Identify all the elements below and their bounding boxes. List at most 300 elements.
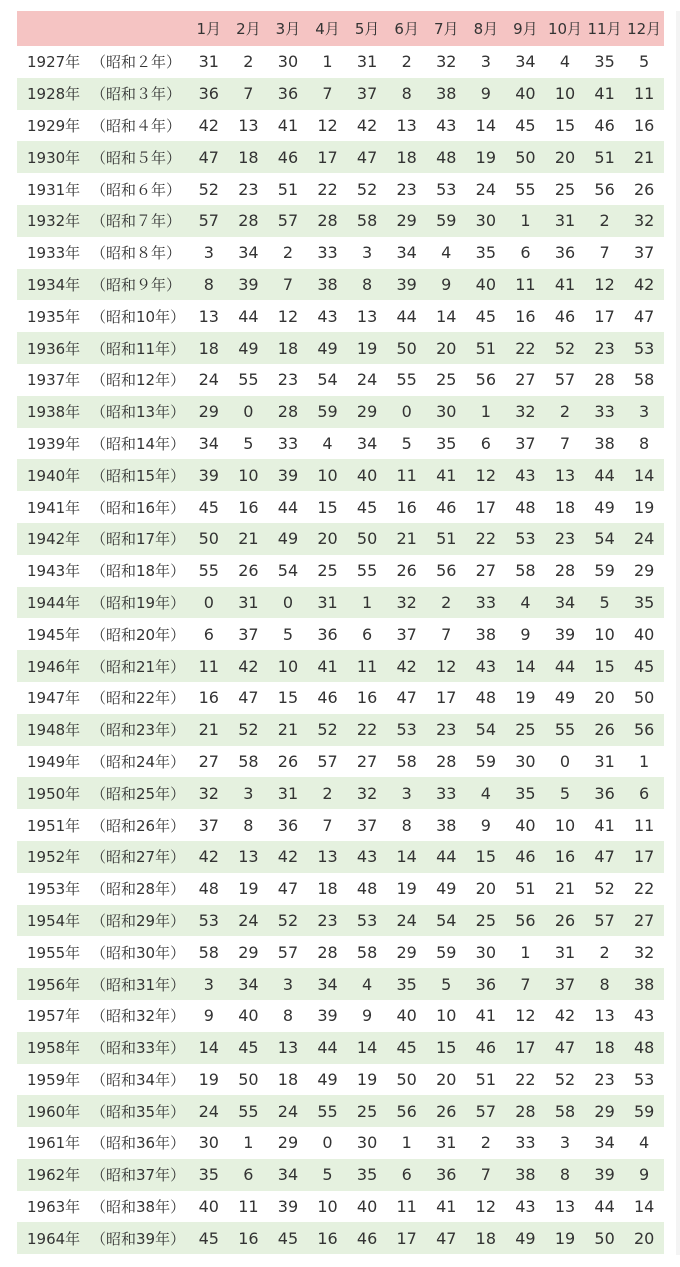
value-cell: 28 (436, 751, 457, 771)
value-cell: 31 (594, 751, 615, 771)
value-cell: 14 (356, 1038, 378, 1058)
value-cell: 44 (277, 497, 299, 517)
value-cell: 36 (554, 243, 576, 263)
value-cell: 25 (356, 1101, 378, 1121)
year-cell (17, 115, 189, 136)
value-cell: 55 (356, 561, 378, 581)
value-cell: 40 (633, 624, 655, 644)
value-cell: 12 (515, 1006, 536, 1026)
value-cell: 47 (277, 879, 299, 899)
value-cell: 55 (238, 370, 259, 390)
value-cell: 37 (356, 815, 378, 835)
value-cell: 3 (362, 243, 373, 263)
value-cell: 1 (520, 942, 531, 962)
year-label: 1951年 (27, 816, 81, 835)
value-cell: 32 (436, 52, 457, 72)
year-cell (17, 560, 189, 581)
value-cell: 32 (198, 783, 219, 803)
value-cell: 47 (633, 306, 655, 326)
value-cell: 44 (594, 465, 615, 485)
value-cell: 53 (356, 910, 378, 930)
value-cell: 52 (238, 720, 259, 740)
month-header-6: 6月 (394, 20, 419, 38)
value-cell: 9 (203, 1006, 214, 1026)
value-cell: 41 (554, 274, 576, 294)
value-cell: 25 (515, 720, 536, 740)
value-cell: 23 (317, 910, 338, 930)
value-cell: 59 (633, 1101, 655, 1121)
table-row (17, 300, 664, 332)
table-row (17, 396, 664, 428)
year-label: 1929年 (27, 116, 81, 135)
year-cell (17, 1164, 189, 1185)
value-cell: 57 (277, 942, 299, 962)
year-cell (17, 210, 189, 231)
value-cell: 24 (198, 370, 219, 390)
year-label: 1955年 (27, 943, 81, 962)
value-cell: 18 (594, 1038, 615, 1058)
value-cell: 35 (633, 592, 655, 612)
year-cell (17, 815, 189, 836)
value-cell: 4 (480, 783, 491, 803)
value-cell: 32 (515, 402, 536, 422)
value-cell: 6 (401, 1165, 412, 1185)
value-cell: 24 (475, 179, 497, 199)
value-cell: 42 (554, 1006, 576, 1026)
value-cell: 19 (554, 1228, 576, 1248)
value-cell: 23 (277, 370, 299, 390)
month-header-11: 11月 (587, 20, 622, 38)
value-cell: 7 (322, 84, 333, 104)
value-cell: 49 (436, 879, 457, 899)
value-cell: 56 (396, 1101, 417, 1121)
table-row (17, 1032, 664, 1064)
era-label: （昭和３年） (91, 85, 182, 104)
value-cell: 1 (362, 592, 373, 612)
month-header-1: 1月 (196, 20, 222, 38)
value-cell: 22 (515, 1069, 536, 1089)
value-cell: 50 (396, 1069, 417, 1089)
table-row (17, 841, 664, 873)
value-cell: 40 (515, 815, 536, 835)
value-cell: 16 (515, 306, 536, 326)
value-cell: 10 (317, 465, 338, 485)
value-cell: 58 (554, 1101, 576, 1121)
year-cell (17, 83, 189, 104)
value-cell: 12 (436, 656, 457, 676)
value-cell: 6 (520, 243, 531, 263)
value-cell: 39 (554, 624, 576, 644)
era-label: （昭和37年） (91, 1166, 186, 1185)
value-cell: 14 (436, 306, 457, 326)
era-label: （昭和４年） (91, 116, 182, 135)
value-cell: 51 (436, 529, 457, 549)
value-cell: 30 (475, 211, 497, 231)
year-cell (17, 1228, 189, 1249)
value-cell: 58 (515, 561, 536, 581)
value-cell: 13 (277, 1038, 299, 1058)
value-cell: 19 (356, 1069, 378, 1089)
year-label: 1962年 (27, 1166, 81, 1185)
era-label: （昭和35年） (91, 1102, 186, 1121)
value-cell: 47 (198, 147, 219, 167)
era-label: （昭和８年） (91, 244, 182, 263)
value-cell: 15 (594, 656, 615, 676)
value-cell: 53 (633, 1069, 655, 1089)
value-cell: 18 (198, 338, 219, 358)
year-cell (17, 592, 189, 613)
value-cell: 18 (554, 497, 576, 517)
value-cell: 56 (633, 720, 655, 740)
value-cell: 30 (436, 402, 457, 422)
value-cell: 46 (277, 147, 299, 167)
value-cell: 28 (317, 211, 338, 231)
value-cell: 12 (475, 465, 497, 485)
month-header-9: 9月 (513, 20, 538, 38)
value-cell: 17 (317, 147, 338, 167)
table-row (17, 141, 664, 173)
year-label: 1943年 (27, 562, 81, 581)
value-cell: 9 (480, 815, 491, 835)
value-cell: 32 (396, 592, 417, 612)
value-cell: 28 (277, 402, 299, 422)
value-cell: 5 (282, 624, 294, 644)
value-cell: 43 (317, 306, 338, 326)
month-header-row (17, 11, 664, 46)
value-cell: 59 (317, 402, 338, 422)
value-cell: 42 (633, 274, 655, 294)
value-cell: 58 (198, 942, 219, 962)
value-cell: 20 (633, 1228, 655, 1248)
value-cell: 14 (198, 1038, 219, 1058)
value-cell: 42 (356, 115, 378, 135)
value-cell: 8 (243, 815, 254, 835)
year-label: 1946年 (27, 657, 81, 676)
value-cell: 11 (198, 656, 219, 676)
year-cell (17, 497, 189, 518)
value-cell: 27 (633, 910, 655, 930)
value-cell: 2 (599, 211, 610, 231)
value-cell: 1 (480, 402, 491, 422)
value-cell: 40 (475, 274, 497, 294)
value-cell: 20 (436, 338, 457, 358)
value-cell: 46 (356, 1228, 378, 1248)
value-cell: 26 (238, 561, 259, 581)
value-cell: 37 (554, 974, 576, 994)
value-cell: 26 (277, 751, 299, 771)
value-cell: 41 (436, 1197, 457, 1217)
year-label: 1952年 (27, 848, 81, 867)
value-cell: 15 (436, 1038, 457, 1058)
value-cell: 58 (633, 370, 655, 390)
value-cell: 50 (198, 529, 219, 549)
value-cell: 21 (238, 529, 259, 549)
month-header-3: 3月 (275, 20, 301, 38)
era-label: （昭和30年） (91, 943, 186, 962)
value-cell: 7 (322, 815, 333, 835)
value-cell: 55 (317, 1101, 338, 1121)
value-cell: 4 (520, 592, 531, 612)
era-label: （昭和26年） (91, 816, 186, 835)
year-cell (17, 1037, 189, 1058)
value-cell: 0 (282, 592, 294, 612)
month-header-12: 12月 (627, 20, 662, 38)
value-cell: 57 (554, 370, 576, 390)
table-row (17, 746, 664, 778)
table-row (17, 269, 664, 301)
value-cell: 7 (282, 274, 294, 294)
value-cell: 46 (554, 306, 576, 326)
era-label: （昭和13年） (91, 403, 186, 422)
value-cell: 35 (475, 243, 497, 263)
value-cell: 38 (515, 1165, 536, 1185)
value-cell: 18 (238, 147, 259, 167)
value-cell: 46 (475, 1038, 497, 1058)
value-cell: 49 (317, 1069, 338, 1089)
value-cell: 8 (559, 1165, 571, 1185)
value-cell: 34 (277, 1165, 299, 1185)
value-cell: 19 (633, 497, 655, 517)
value-cell: 29 (198, 402, 219, 422)
value-cell: 12 (277, 306, 299, 326)
value-cell: 28 (554, 561, 576, 581)
value-cell: 42 (396, 656, 417, 676)
value-cell: 1 (639, 751, 650, 771)
value-cell: 59 (475, 751, 497, 771)
year-cell (17, 1005, 189, 1026)
value-cell: 19 (515, 688, 536, 708)
value-cell: 33 (277, 433, 299, 453)
value-cell: 11 (633, 815, 655, 835)
value-cell: 37 (238, 624, 259, 644)
value-cell: 43 (475, 656, 497, 676)
year-label: 1959年 (27, 1070, 81, 1089)
era-label: （昭和28年） (91, 880, 186, 899)
value-cell: 26 (396, 561, 417, 581)
year-cell (17, 1132, 189, 1153)
value-cell: 54 (436, 910, 457, 930)
value-cell: 3 (282, 974, 294, 994)
value-cell: 3 (401, 783, 412, 803)
value-cell: 37 (515, 433, 536, 453)
year-cell (17, 783, 189, 804)
value-cell: 36 (436, 1165, 457, 1185)
value-cell: 54 (594, 529, 615, 549)
table-row (17, 714, 664, 746)
year-label: 1939年 (27, 434, 81, 453)
value-cell: 34 (238, 243, 259, 263)
value-cell: 19 (198, 1069, 219, 1089)
value-cell: 51 (475, 1069, 497, 1089)
value-cell: 0 (401, 402, 412, 422)
value-cell: 43 (633, 1006, 655, 1026)
era-label: （昭和18年） (91, 562, 186, 581)
value-cell: 36 (475, 974, 497, 994)
year-cell (17, 974, 189, 995)
year-cell (17, 338, 189, 359)
table-row (17, 46, 664, 78)
value-cell: 11 (633, 84, 655, 104)
value-cell: 59 (436, 942, 457, 962)
value-cell: 52 (554, 1069, 576, 1089)
value-cell: 35 (436, 433, 457, 453)
value-cell: 16 (198, 688, 219, 708)
table-row (17, 682, 664, 714)
value-cell: 50 (396, 338, 417, 358)
year-cell (17, 433, 189, 454)
year-cell (17, 1196, 189, 1217)
value-cell: 39 (238, 274, 259, 294)
value-cell: 54 (475, 720, 497, 740)
year-cell (17, 846, 189, 867)
value-cell: 50 (515, 147, 536, 167)
year-label: 1928年 (27, 85, 81, 104)
year-cell (17, 656, 189, 677)
value-cell: 39 (277, 1197, 299, 1217)
value-cell: 39 (317, 1006, 338, 1026)
year-label: 1958年 (27, 1039, 81, 1058)
value-cell: 54 (317, 370, 338, 390)
value-cell: 11 (396, 465, 417, 485)
value-cell: 15 (554, 115, 576, 135)
value-cell: 46 (515, 847, 536, 867)
value-cell: 24 (198, 1101, 219, 1121)
page-edge-divider (676, 11, 680, 1255)
value-cell: 7 (480, 1165, 491, 1185)
value-cell: 6 (243, 1165, 254, 1185)
value-cell: 29 (277, 1133, 299, 1153)
value-cell: 36 (317, 624, 338, 644)
value-cell: 6 (639, 783, 650, 803)
value-cell: 42 (238, 656, 259, 676)
value-cell: 47 (554, 1038, 576, 1058)
value-cell: 17 (475, 497, 497, 517)
value-cell: 7 (441, 624, 452, 644)
year-label: 1933年 (27, 244, 81, 263)
year-cell (17, 147, 189, 168)
table-row (17, 173, 664, 205)
value-cell: 23 (594, 338, 615, 358)
value-cell: 14 (515, 656, 536, 676)
value-cell: 21 (396, 529, 417, 549)
table-row (17, 587, 664, 619)
value-cell: 2 (243, 52, 254, 72)
era-label: （昭和19年） (91, 593, 186, 612)
value-cell: 23 (594, 1069, 615, 1089)
value-cell: 1 (243, 1133, 254, 1153)
value-cell: 29 (356, 402, 378, 422)
year-label: 1927年 (27, 53, 81, 72)
year-month-table (17, 11, 664, 1254)
value-cell: 46 (594, 115, 615, 135)
value-cell: 31 (436, 1133, 457, 1153)
year-label: 1938年 (27, 403, 81, 422)
value-cell: 33 (515, 1133, 536, 1153)
value-cell: 10 (594, 624, 615, 644)
value-cell: 4 (322, 433, 333, 453)
table-row (17, 555, 664, 587)
era-label: （昭和16年） (91, 498, 186, 517)
value-cell: 46 (317, 688, 338, 708)
value-cell: 18 (317, 879, 338, 899)
value-cell: 40 (198, 1197, 219, 1217)
value-cell: 26 (554, 910, 576, 930)
value-cell: 10 (436, 1006, 457, 1026)
value-cell: 14 (633, 465, 655, 485)
table-row (17, 332, 664, 364)
era-label: （昭和34年） (91, 1070, 186, 1089)
value-cell: 34 (554, 592, 576, 612)
year-cell (17, 687, 189, 708)
era-label: （昭和17年） (91, 530, 186, 549)
year-label: 1944年 (27, 593, 81, 612)
value-cell: 37 (633, 243, 655, 263)
value-cell: 14 (475, 115, 497, 135)
value-cell: 17 (633, 847, 655, 867)
value-cell: 47 (436, 1228, 457, 1248)
era-label: （昭和39年） (91, 1229, 186, 1248)
value-cell: 7 (599, 243, 610, 263)
value-cell: 59 (436, 211, 457, 231)
value-cell: 48 (475, 688, 497, 708)
value-cell: 38 (436, 815, 457, 835)
value-cell: 53 (515, 529, 536, 549)
era-label: （昭和27年） (91, 848, 186, 867)
value-cell: 20 (594, 688, 615, 708)
year-cell (17, 751, 189, 772)
month-header-7: 7月 (433, 20, 459, 38)
value-cell: 19 (238, 879, 259, 899)
value-cell: 46 (436, 497, 457, 517)
value-cell: 32 (633, 942, 655, 962)
value-cell: 13 (554, 465, 576, 485)
value-cell: 27 (515, 370, 536, 390)
year-label: 1941年 (27, 498, 81, 517)
value-cell: 29 (594, 1101, 615, 1121)
value-cell: 45 (475, 306, 497, 326)
value-cell: 27 (475, 561, 497, 581)
value-cell: 13 (238, 115, 259, 135)
table-row (17, 523, 664, 555)
value-cell: 3 (243, 783, 254, 803)
value-cell: 28 (594, 370, 615, 390)
year-label: 1930年 (27, 148, 81, 167)
value-cell: 32 (356, 783, 378, 803)
year-cell (17, 306, 189, 327)
value-cell: 37 (396, 624, 417, 644)
table-row (17, 1064, 664, 1096)
value-cell: 16 (396, 497, 417, 517)
value-cell: 31 (277, 783, 299, 803)
value-cell: 49 (554, 688, 576, 708)
value-cell: 35 (198, 1165, 219, 1185)
value-cell: 14 (633, 1197, 655, 1217)
value-cell: 48 (515, 497, 536, 517)
value-cell: 59 (594, 561, 615, 581)
year-label: 1947年 (27, 689, 81, 708)
year-label: 1953年 (27, 880, 81, 899)
table-row (17, 205, 664, 237)
table-row (17, 1127, 664, 1159)
era-label: （昭和11年） (91, 339, 186, 358)
value-cell: 21 (633, 147, 655, 167)
era-label: （昭和31年） (91, 975, 186, 994)
value-cell: 8 (639, 433, 650, 453)
value-cell: 12 (475, 1197, 497, 1217)
value-cell: 45 (633, 656, 655, 676)
value-cell: 41 (317, 656, 338, 676)
value-cell: 49 (238, 338, 259, 358)
